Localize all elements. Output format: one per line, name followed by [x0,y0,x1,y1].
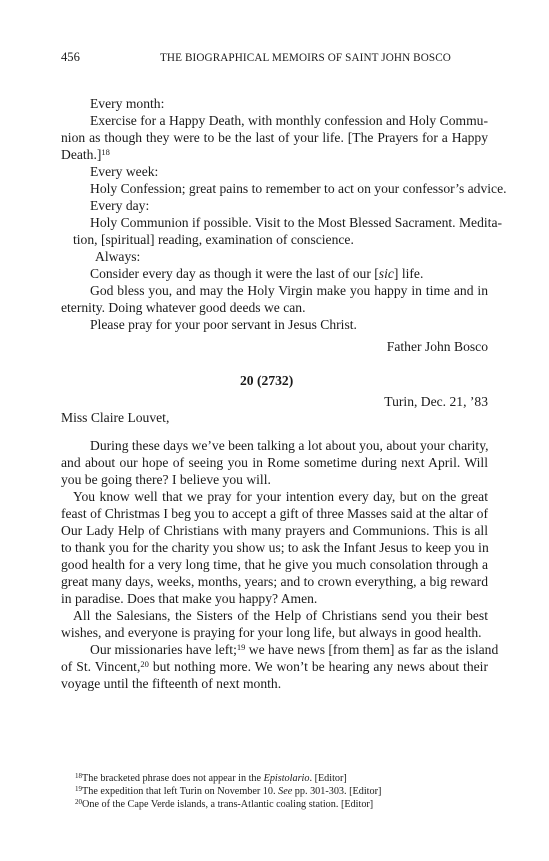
text-line: eternity. Doing whatever good deeds we can. [61,300,306,315]
footnote-number: 18 [75,772,82,780]
text-line: During these days we’ve been talking a lot about you, about your charity, [90,438,489,453]
text-line: Please pray for your poor servant in Jesus Christ. [90,317,357,332]
text-line: in paradise. Does that make you happy? Amen. [61,591,318,606]
footnote-text: One of the Cape Verde islands, a trans-Atlantic coaling station. [Editor] [82,799,374,810]
running-title: THE BIOGRAPHICAL MEMOIRS OF SAINT JOHN BOSCO [160,52,451,64]
footnote-text: The bracketed phrase does not appear in the [82,773,264,784]
footnote-text: The expedition that left Turin on November 10. [82,786,279,797]
footnote [75,799,373,811]
text-line-with-footnote [90,641,499,658]
text-line: feast of Christmas I beg you to accept a gift of three Masses said at the altar of [61,506,488,521]
text-line: to thank you for the charity you show us; to ask the Infant Jesus to keep you in [61,540,489,555]
text-line: and about our hope of seeing you in Rome sometime during next April. Will [61,455,488,470]
text-fragment: Our missionaries have left; [90,642,237,657]
text-line: nion as though they were to be the last of your life. [The Prayers for a Happy [61,130,488,145]
text-fragment: we have news [from them] as far as the island [245,642,499,657]
text-line: voyage until the fifteenth of next month. [61,676,282,691]
letter-number-heading: 20 (2732) [240,373,294,388]
footnote-number: 20 [75,798,82,806]
text-fragment: ] life. [393,266,424,281]
text-line: Our Lady Help of Christians with many prayers and Communions. This is all [61,523,488,538]
text-line: God bless you, and may the Holy Virgin make you happy in time and in [90,283,488,298]
text-line [90,265,423,282]
text-line-with-footnote [61,146,110,163]
text-line: good health for a very long time, that he give you much consolation through a [61,557,488,572]
text-line: Exercise for a Happy Death, with monthly confession and Holy Commu- [90,113,488,128]
text-fragment: of St. Vincent, [61,659,141,674]
footnote-number: 19 [75,785,82,793]
text-line: you be going there? I believe you will. [61,472,271,487]
always-label: Always: [95,249,141,264]
footnote [75,773,347,785]
text-fragment: Death.] [61,147,102,162]
footnote-text: pp. 301-303. [Editor] [292,786,382,797]
place-date: Turin, Dec. 21, ’83 [384,394,488,409]
page-number: 456 [61,50,80,64]
footnote-italic: See [278,786,293,797]
salutation: Miss Claire Louvet, [61,410,170,425]
text-line: Holy Communion if possible. Visit to the Most Blessed Sacrament. Medita- [90,215,503,230]
text-line: All the Salesians, the Sisters of the Help of Christians send you their best [73,608,488,623]
text-line: wishes, and everyone is praying for your long life, but always in good health. [61,625,482,640]
sic-italic: sic [378,266,394,281]
text-line: great many days, weeks, months, years; and to crown everything, a big reward [61,574,488,589]
every-month-label: Every month: [90,96,165,111]
text-line: Holy Confession; great pains to remember to act on your confessor’s advice. [90,181,507,196]
footnote-ref: 19 [236,642,246,652]
text-line: tion, [spiritual] reading, examination of conscience. [73,232,354,247]
text-fragment: but nothing more. We won’t be hearing any news about their [148,659,488,674]
every-week-label: Every week: [90,164,159,179]
every-day-label: Every day: [90,198,150,213]
footnote-text: . [Editor] [309,773,347,784]
text-line-with-footnote [61,658,488,675]
text-fragment: Consider every day as though it were the last of our [ [90,266,379,281]
footnote-ref: 20 [140,659,149,669]
text-line: You know well that we pray for your intention every day, but on the great [73,489,488,504]
footnote [75,786,381,798]
signature: Father John Bosco [386,339,488,354]
footnote-italic: Epistolario [263,773,310,784]
footnote-ref: 18 [101,147,110,157]
